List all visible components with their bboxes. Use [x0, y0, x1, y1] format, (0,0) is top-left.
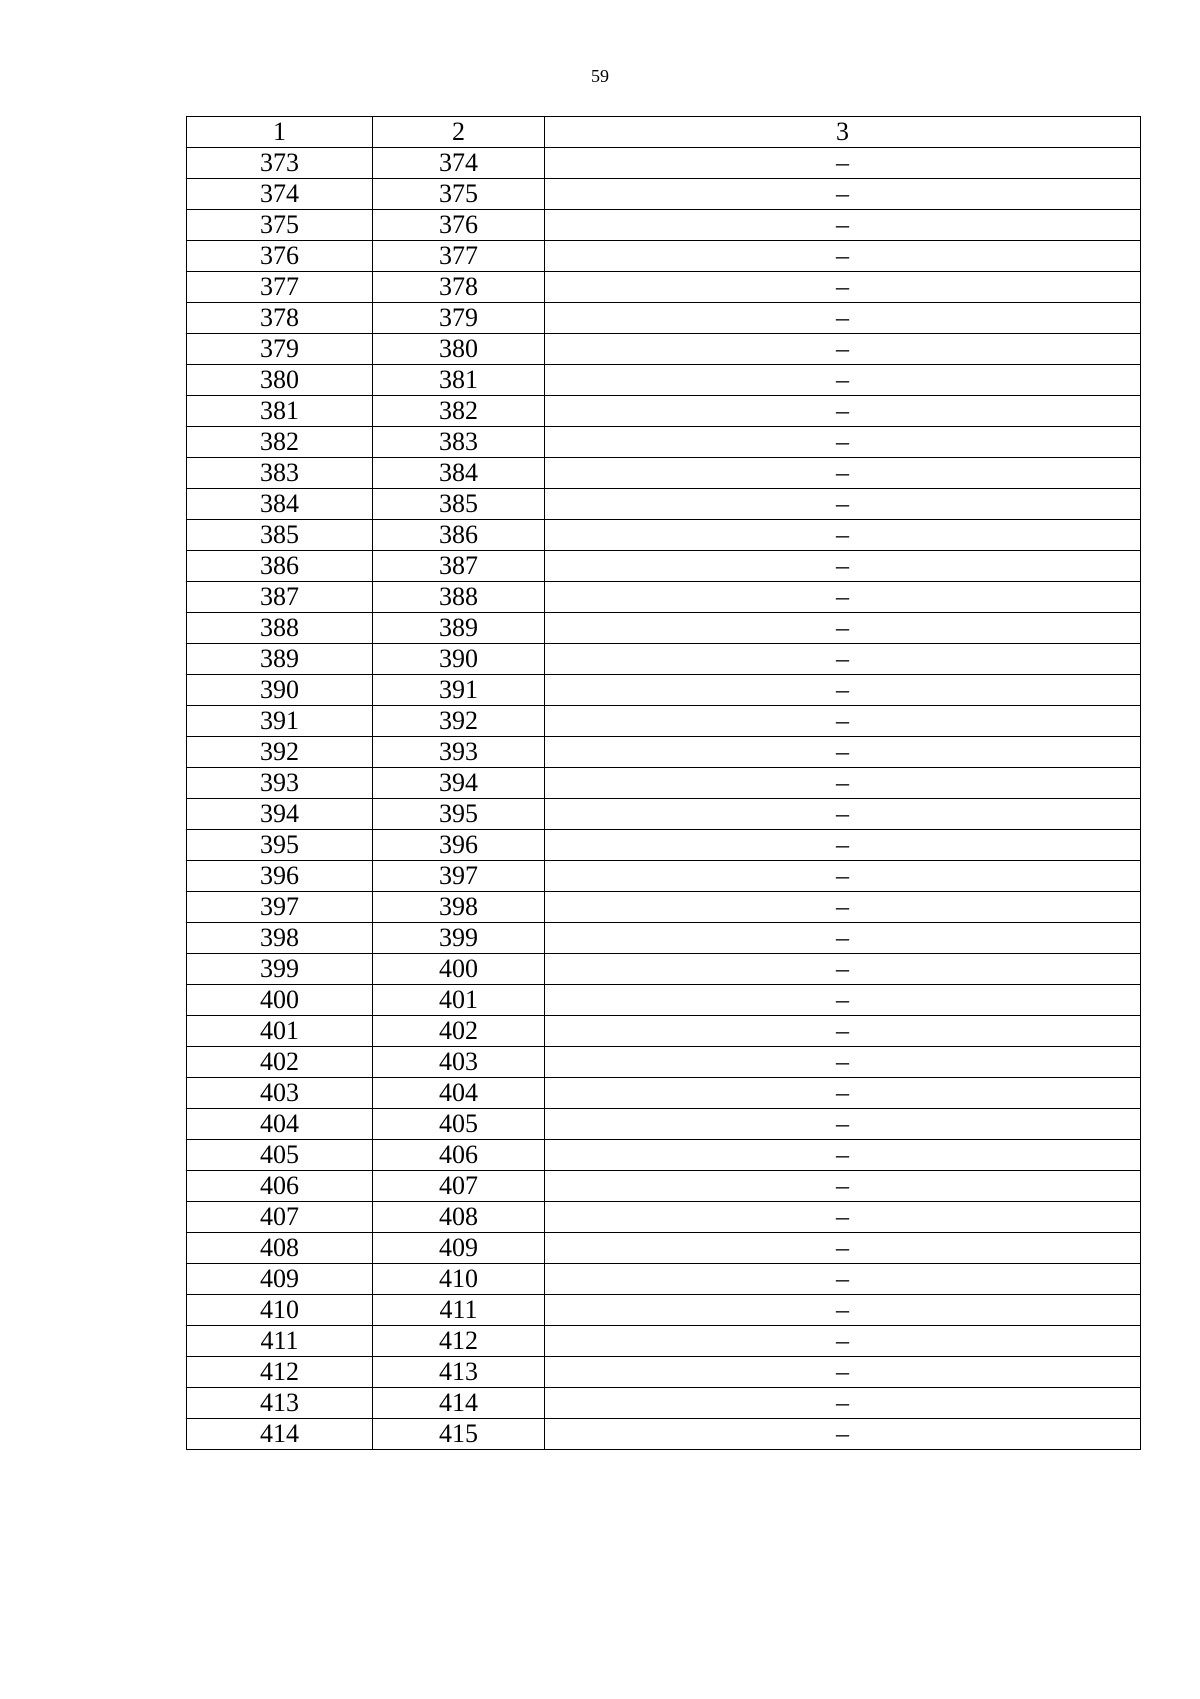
table-cell: –	[545, 1326, 1141, 1357]
table-cell: –	[545, 1140, 1141, 1171]
table-cell: 399	[187, 954, 373, 985]
table-cell: 378	[373, 272, 545, 303]
table-row	[187, 1078, 1141, 1109]
table-cell: –	[545, 892, 1141, 923]
table-cell: 390	[187, 675, 373, 706]
table-row	[187, 861, 1141, 892]
table-cell: –	[545, 706, 1141, 737]
table-row	[187, 892, 1141, 923]
table-cell: 396	[187, 861, 373, 892]
table-cell: –	[545, 396, 1141, 427]
table-cell: –	[545, 1202, 1141, 1233]
table-cell: 397	[187, 892, 373, 923]
table-cell: –	[545, 861, 1141, 892]
table-cell: 394	[373, 768, 545, 799]
column-header: 1	[187, 117, 373, 148]
table-cell: 398	[187, 923, 373, 954]
table-row	[187, 179, 1141, 210]
table-row	[187, 1264, 1141, 1295]
table-cell: 374	[187, 179, 373, 210]
table-cell: 414	[187, 1419, 373, 1450]
table-row	[187, 365, 1141, 396]
table-cell: 387	[187, 582, 373, 613]
table-cell: –	[545, 644, 1141, 675]
table-cell: –	[545, 799, 1141, 830]
table-cell: 380	[187, 365, 373, 396]
table-cell: 389	[187, 644, 373, 675]
table-cell: 391	[187, 706, 373, 737]
table-cell: 376	[373, 210, 545, 241]
table-cell: 378	[187, 303, 373, 334]
table-row	[187, 830, 1141, 861]
table-cell: 380	[373, 334, 545, 365]
table-row	[187, 148, 1141, 179]
table-header-row	[187, 117, 1141, 148]
table-row	[187, 551, 1141, 582]
table-cell: –	[545, 1295, 1141, 1326]
table-cell: 411	[187, 1326, 373, 1357]
table-cell: 392	[187, 737, 373, 768]
table-cell: 397	[373, 861, 545, 892]
table-cell: 413	[187, 1388, 373, 1419]
table-cell: 393	[373, 737, 545, 768]
table-row	[187, 489, 1141, 520]
table-cell: 396	[373, 830, 545, 861]
table-row	[187, 210, 1141, 241]
table-cell: 383	[373, 427, 545, 458]
table-cell: 400	[187, 985, 373, 1016]
table-cell: 403	[187, 1078, 373, 1109]
table-cell: 382	[373, 396, 545, 427]
table-row	[187, 954, 1141, 985]
table-row	[187, 675, 1141, 706]
table-cell: –	[545, 1233, 1141, 1264]
table-cell: –	[545, 1357, 1141, 1388]
table-cell: 376	[187, 241, 373, 272]
table-cell: 413	[373, 1357, 545, 1388]
table-cell: 415	[373, 1419, 545, 1450]
table-cell: 382	[187, 427, 373, 458]
table-cell: 409	[187, 1264, 373, 1295]
column-header: 2	[373, 117, 545, 148]
table-cell: –	[545, 985, 1141, 1016]
table-cell: –	[545, 303, 1141, 334]
table-cell: 405	[373, 1109, 545, 1140]
table-cell: –	[545, 923, 1141, 954]
table-cell: 383	[187, 458, 373, 489]
table-cell: –	[545, 241, 1141, 272]
table-cell: 406	[373, 1140, 545, 1171]
table-cell: 408	[373, 1202, 545, 1233]
table-cell: –	[545, 210, 1141, 241]
table-cell: 377	[373, 241, 545, 272]
table-cell: 399	[373, 923, 545, 954]
table-row	[187, 1233, 1141, 1264]
table-cell: –	[545, 179, 1141, 210]
table-cell: –	[545, 954, 1141, 985]
table-row	[187, 1047, 1141, 1078]
table-cell: 395	[373, 799, 545, 830]
table-row	[187, 520, 1141, 551]
table-cell: –	[545, 520, 1141, 551]
table-row	[187, 241, 1141, 272]
table-cell: 385	[187, 520, 373, 551]
table-row	[187, 1171, 1141, 1202]
table-cell: 375	[187, 210, 373, 241]
table-row	[187, 923, 1141, 954]
table-cell: 393	[187, 768, 373, 799]
table-cell: –	[545, 1171, 1141, 1202]
table-row	[187, 1202, 1141, 1233]
table-cell: 407	[187, 1202, 373, 1233]
table-row	[187, 582, 1141, 613]
table-cell: –	[545, 1047, 1141, 1078]
table-cell: 384	[187, 489, 373, 520]
table-cell: –	[545, 334, 1141, 365]
table-cell: 379	[187, 334, 373, 365]
table-cell: –	[545, 1109, 1141, 1140]
table-cell: –	[545, 737, 1141, 768]
table-cell: –	[545, 1016, 1141, 1047]
table-cell: –	[545, 613, 1141, 644]
table-cell: 395	[187, 830, 373, 861]
table-cell: 407	[373, 1171, 545, 1202]
table-cell: 392	[373, 706, 545, 737]
table-cell: 403	[373, 1047, 545, 1078]
table-row	[187, 1016, 1141, 1047]
table-row	[187, 334, 1141, 365]
data-table	[186, 116, 1141, 1450]
table-row	[187, 706, 1141, 737]
table-cell: 400	[373, 954, 545, 985]
table-row	[187, 1295, 1141, 1326]
table-cell: –	[545, 365, 1141, 396]
table-row	[187, 737, 1141, 768]
table-cell: –	[545, 1078, 1141, 1109]
table-cell: 411	[373, 1295, 545, 1326]
table-cell: –	[545, 675, 1141, 706]
table-cell: –	[545, 768, 1141, 799]
table-cell: –	[545, 1264, 1141, 1295]
table-cell: –	[545, 1419, 1141, 1450]
table-cell: 386	[187, 551, 373, 582]
table-row	[187, 1388, 1141, 1419]
table-row	[187, 396, 1141, 427]
table-cell: 404	[373, 1078, 545, 1109]
table-cell: 406	[187, 1171, 373, 1202]
table-row	[187, 1326, 1141, 1357]
table-cell: 404	[187, 1109, 373, 1140]
table-cell: –	[545, 272, 1141, 303]
page-number: 59	[591, 66, 609, 86]
table-row	[187, 613, 1141, 644]
table-cell: 405	[187, 1140, 373, 1171]
table-row	[187, 799, 1141, 830]
table-row	[187, 272, 1141, 303]
table-cell: –	[545, 582, 1141, 613]
table-cell: 379	[373, 303, 545, 334]
table-row	[187, 1140, 1141, 1171]
table-body	[187, 117, 1141, 1450]
table-cell: 381	[187, 396, 373, 427]
table-cell: 386	[373, 520, 545, 551]
table-cell: –	[545, 830, 1141, 861]
table-cell: –	[545, 1388, 1141, 1419]
table-row	[187, 458, 1141, 489]
table-cell: 391	[373, 675, 545, 706]
table-row	[187, 1419, 1141, 1450]
table-cell: 389	[373, 613, 545, 644]
table-cell: 373	[187, 148, 373, 179]
table-cell: 381	[373, 365, 545, 396]
table-cell: –	[545, 551, 1141, 582]
table-row	[187, 427, 1141, 458]
table-cell: 390	[373, 644, 545, 675]
table-cell: 410	[187, 1295, 373, 1326]
table-row	[187, 985, 1141, 1016]
table-cell: 388	[187, 613, 373, 644]
table-cell: 388	[373, 582, 545, 613]
table-cell: –	[545, 427, 1141, 458]
table-cell: –	[545, 148, 1141, 179]
table-cell: 409	[373, 1233, 545, 1264]
table-row	[187, 1357, 1141, 1388]
table-row	[187, 1109, 1141, 1140]
table-cell: 412	[373, 1326, 545, 1357]
table-cell: 385	[373, 489, 545, 520]
table-cell: 402	[373, 1016, 545, 1047]
table-cell: 412	[187, 1357, 373, 1388]
table-cell: 402	[187, 1047, 373, 1078]
column-header: 3	[545, 117, 1141, 148]
table-cell: 398	[373, 892, 545, 923]
table-cell: 401	[373, 985, 545, 1016]
table-cell: 374	[373, 148, 545, 179]
table-cell: 408	[187, 1233, 373, 1264]
table-cell: 387	[373, 551, 545, 582]
table-cell: 414	[373, 1388, 545, 1419]
table-row	[187, 303, 1141, 334]
table-cell: 401	[187, 1016, 373, 1047]
table-cell: –	[545, 458, 1141, 489]
table-row	[187, 768, 1141, 799]
table-row	[187, 644, 1141, 675]
table-cell: 394	[187, 799, 373, 830]
table-cell: 384	[373, 458, 545, 489]
table-cell: 375	[373, 179, 545, 210]
table-cell: 377	[187, 272, 373, 303]
table-cell: –	[545, 489, 1141, 520]
table-cell: 410	[373, 1264, 545, 1295]
